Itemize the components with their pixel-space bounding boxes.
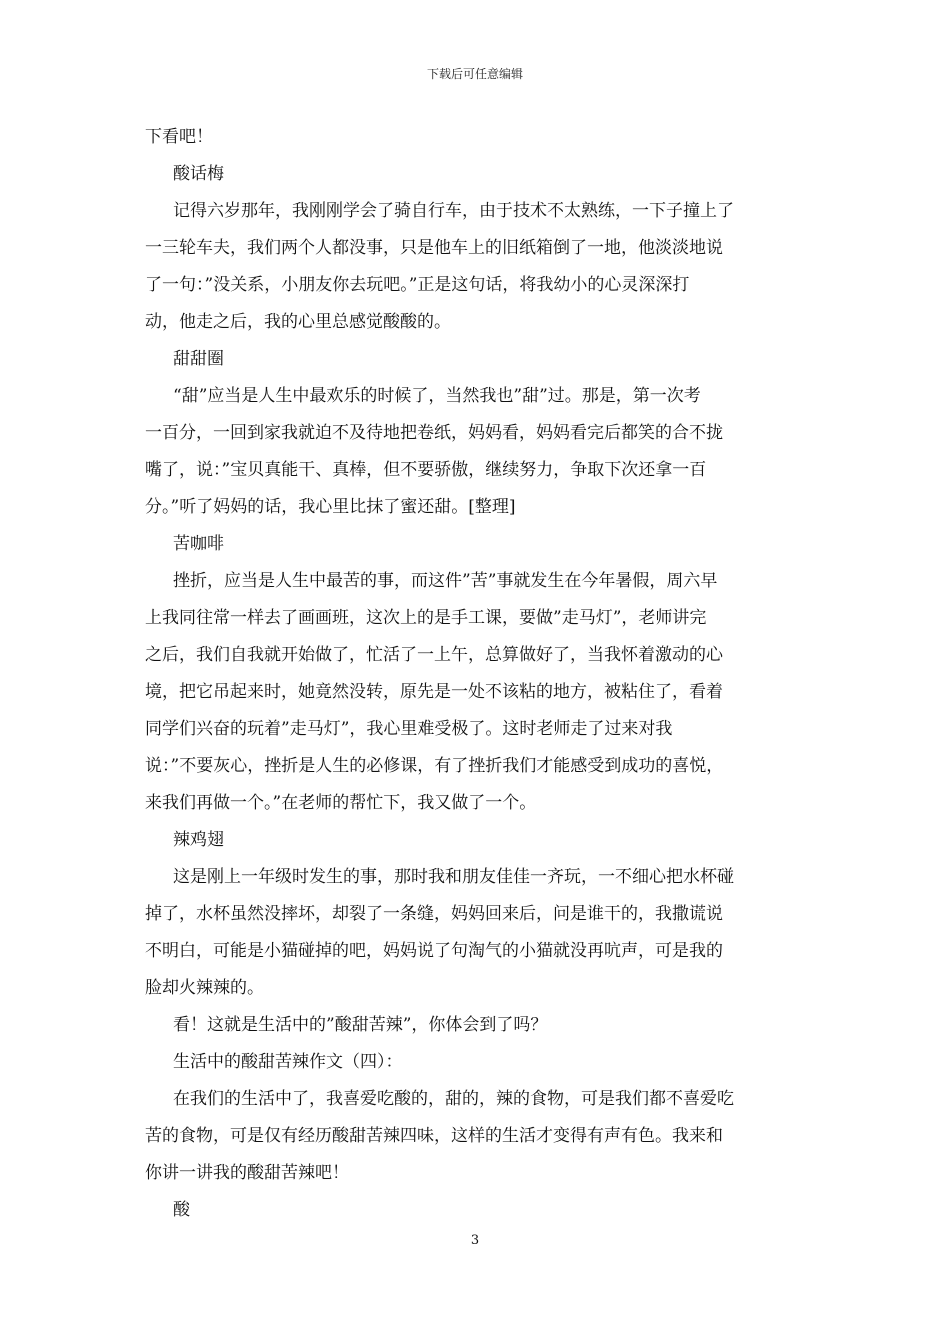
text-line: 苦的食物，可是仅有经历酸甜苦辣四味，这样的生活才变得有声有色。我来和 bbox=[145, 1126, 723, 1146]
text-line: 嘴了，说：”宝贝真能干、真棒，但不要骄傲，继续努力，争取下次还拿一百 bbox=[145, 460, 707, 480]
text-line: 记得六岁那年，我刚刚学会了骑自行车，由于技术不太熟练，一下子撞上了 bbox=[173, 201, 734, 221]
text-line: 上我同往常一样去了画画班，这次上的是手工课，要做”走马灯”，老师讲完 bbox=[145, 608, 707, 628]
text-line: 说：”不要灰心，挫折是人生的必修课，有了挫折我们才能感受到成功的喜悦， bbox=[145, 756, 724, 776]
page-number: 3 bbox=[470, 1233, 480, 1248]
section-heading-spicy-wings: 辣鸡翅 bbox=[173, 830, 224, 850]
text-line: 下看吧！ bbox=[145, 127, 213, 147]
text-line: 了一句：”没关系，小朋友你去玩吧。”正是这句话，将我幼小的心灵深深打 bbox=[145, 275, 690, 295]
document-body bbox=[145, 119, 807, 1229]
text-line: 分。”听了妈妈的话，我心里比抹了蜜还甜。[整理] bbox=[145, 497, 516, 517]
section-heading-sweet-donut: 甜甜圈 bbox=[173, 349, 224, 369]
text-line: 一百分，一回到家我就迫不及待地把卷纸，妈妈看，妈妈看完后都笑的合不拢 bbox=[145, 423, 723, 443]
text-line: 这是刚上一年级时发生的事，那时我和朋友佳佳一齐玩，一不细心把水杯碰 bbox=[173, 867, 734, 887]
text-line: 之后，我们自我就开始做了，忙活了一上午，总算做好了，当我怀着激动的心 bbox=[145, 645, 723, 665]
text-line: 挫折，应当是人生中最苦的事，而这件”苦”事就发生在今年暑假，周六早 bbox=[173, 571, 718, 591]
text-line: 脸却火辣辣的。 bbox=[145, 978, 264, 998]
page-header: 下载后可任意编辑 bbox=[426, 67, 523, 81]
section-heading-sour-plum: 酸话梅 bbox=[173, 164, 224, 184]
text-line: 你讲一讲我的酸甜苦辣吧！ bbox=[145, 1163, 349, 1183]
text-line: 动，他走之后，我的心里总感觉酸酸的。 bbox=[145, 312, 451, 332]
text-line: 境，把它吊起来时，她竟然没转，原先是一处不该粘的地方，被粘住了，看着 bbox=[145, 682, 723, 702]
text-line: 看！这就是生活中的”酸甜苦辣”，你体会到了吗？ bbox=[173, 1015, 548, 1035]
text-line: 同学们兴奋的玩着”走马灯”，我心里难受极了。这时老师走了过来对我 bbox=[145, 719, 673, 739]
text-line: 不明白，可能是小猫碰掉的吧，妈妈说了句淘气的小猫就没再吭声，可是我的 bbox=[145, 941, 723, 961]
text-line: “甜”应当是人生中最欢乐的时候了，当然我也”甜”过。那是，第一次考 bbox=[173, 386, 701, 406]
section-heading-bitter-coffee: 苦咖啡 bbox=[173, 534, 224, 554]
essay-title: 生活中的酸甜苦辣作文（四）： bbox=[173, 1052, 403, 1072]
text-line: 一三轮车夫，我们两个人都没事，只是他车上的旧纸箱倒了一地，他淡淡地说 bbox=[145, 238, 723, 258]
section-heading-sour: 酸 bbox=[173, 1200, 190, 1220]
text-line: 掉了，水杯虽然没摔坏，却裂了一条缝，妈妈回来后，问是谁干的，我撒谎说 bbox=[145, 904, 723, 924]
text-line: 在我们的生活中了，我喜爱吃酸的，甜的，辣的食物，可是我们都不喜爱吃 bbox=[173, 1089, 734, 1109]
text-line: 来我们再做一个。”在老师的帮忙下，我又做了一个。 bbox=[145, 793, 537, 813]
